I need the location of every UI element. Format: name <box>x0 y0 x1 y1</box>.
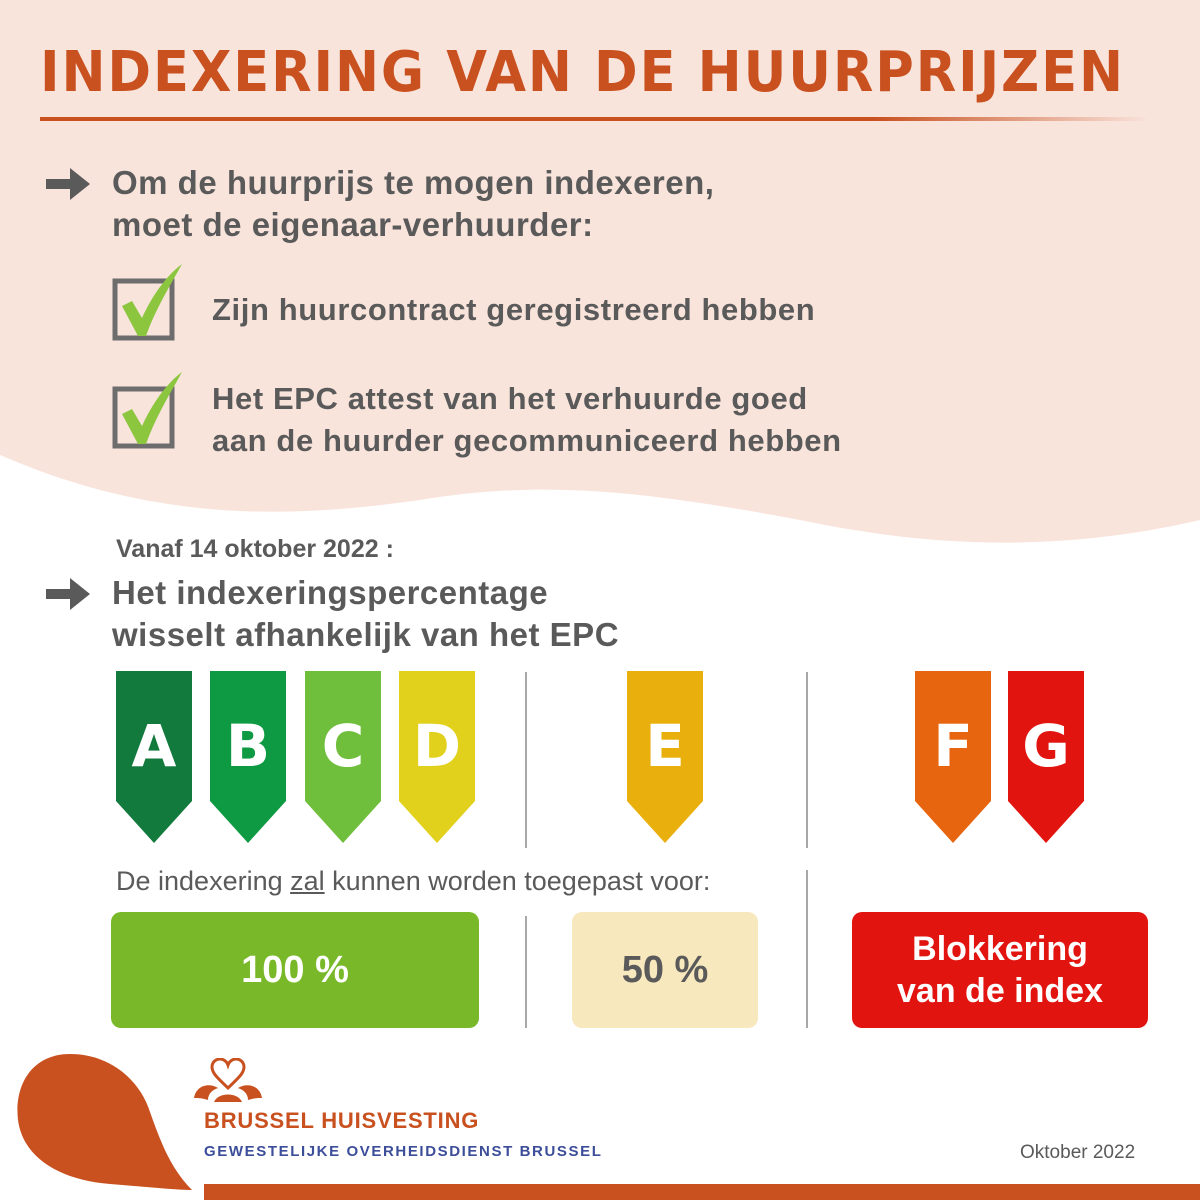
epc-label-letter: C <box>321 712 365 780</box>
epc-label-b <box>210 671 286 843</box>
epc-label-letter: B <box>225 712 271 780</box>
sub-heading-line-1: Het indexeringspercentage <box>112 574 549 611</box>
blocked-line-1: Blokkering <box>912 930 1088 968</box>
epc-label-letter: E <box>645 712 685 780</box>
intro-line-1: Om de huurprijs te mogen indexeren, <box>112 164 715 201</box>
epc-label-a <box>116 671 192 843</box>
epc-label-d <box>399 671 475 843</box>
publication-date: Oktober 2022 <box>1020 1142 1136 1163</box>
divider-top-right <box>806 672 808 848</box>
divider-bottom-left <box>525 916 527 1028</box>
epc-label-letter: G <box>1022 712 1070 780</box>
epc-label-f <box>915 671 991 843</box>
divider-top-left <box>525 672 527 848</box>
effective-date: Vanaf 14 oktober 2022 : <box>116 535 394 563</box>
applied-caption <box>116 866 710 897</box>
organization-name: BRUSSEL HUISVESTING <box>204 1108 480 1133</box>
applied-emphasis: zal <box>290 866 325 896</box>
requirement-registration: Zijn huurcontract geregistreerd hebben <box>212 292 816 327</box>
page-title: INDEXERING VAN DE HUURPRIJZEN <box>40 40 1125 105</box>
organization-subtitle: GEWESTELIJKE OVERHEIDSDIENST BRUSSEL <box>204 1143 603 1160</box>
blocked-line-2: van de index <box>897 972 1103 1010</box>
heart-house-logo-icon <box>190 1058 266 1108</box>
epc-label-g <box>1008 671 1084 843</box>
epc-label-letter: F <box>933 712 973 780</box>
intro-line-2: moet de eigenaar-verhuurder: <box>112 206 594 243</box>
footer-bar <box>204 1184 1200 1200</box>
epc-label-letter: D <box>412 712 462 780</box>
epc-label-e <box>627 671 703 843</box>
result-full-indexation: 100 % <box>111 912 479 1028</box>
requirement-epc-line-1: Het EPC attest van het verhuurde goed <box>212 381 808 416</box>
divider-bottom-right <box>806 870 808 1028</box>
result-half-indexation: 50 % <box>572 912 758 1028</box>
logo-drop-shape <box>0 1040 210 1200</box>
requirement-epc-line-2: aan de huurder gecommuniceerd hebben <box>212 423 842 458</box>
sub-heading-line-2: wisselt afhankelijk van het EPC <box>112 616 620 653</box>
applied-suffix: kunnen worden toegepast voor: <box>324 866 711 896</box>
applied-prefix: De indexering <box>116 866 291 896</box>
epc-label-letter: A <box>131 712 177 780</box>
result-index-blocked <box>852 912 1148 1028</box>
epc-label-c <box>305 671 381 843</box>
